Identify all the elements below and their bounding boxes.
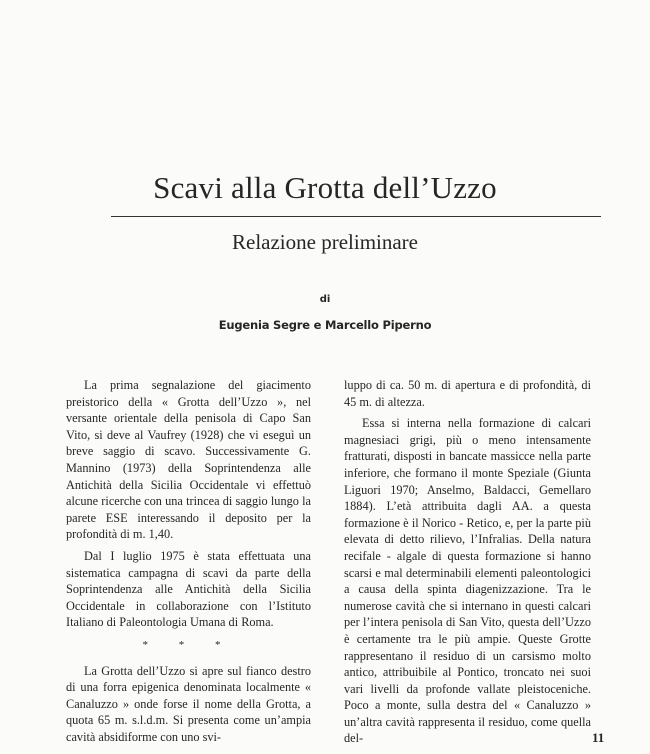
- authors: Eugenia Segre e Marcello Piperno: [218, 318, 432, 332]
- article-title: Scavi alla Grotta dell’Uzzo: [153, 170, 497, 205]
- right-paragraph-2: Essa si interna nella formazione di calcari magnesiaci grigi, più o meno intensamente fratturati, disposti in bancate massicce nella parte inferiore, che formano il monte Speziale (Giunta Liguori 1970; Anselmo, Baldacci, Gemellaro 1884). L’età attribuita dagli AA. a questa formazione è il Norico - Retico, e, per la parte più elevata di detto rilievo, l’Infralias. Della natura recifale - algale di questa formazione si hanno scarsi e mal determinabili elementi paleontologici a causa della spinta diagenizzazione. Tra le numerose cavità che si internano in questi calcari per l’intera penisola di San Vito, questa dell’Uzzo è certamente tra le più ampie. Queste Grotte rappresentano il residuo di un carsismo molto antico, attribuibile al Pontico, troncato nei suoi vari livelli da profonde vallate pleistoceniche. Poco a monte, sulla destra del « Canaluzzo » un’altra cavità rappresenta il residuo, come quella del-: [344, 416, 591, 746]
- byline-di: di: [319, 294, 331, 305]
- right-paragraph-1: luppo di ca. 50 m. di apertura e di profondità, di 45 m. di altezza.: [344, 378, 591, 409]
- left-paragraph-2: Dal I luglio 1975 è stata effettuata una sistematica campagna di scavi da parte della Soprintendenza alle Antichità della Sicilia Occidentale in collaborazione con l’Istituto Italiano di Paleontologia Umana di Roma.: [66, 548, 311, 630]
- left-paragraph-1: La prima segnalazione del giacimento preistorico della « Grotta dell’Uzzo », nel versante orientale della penisola di Capo San Vito, si deve al Vaufrey (1928) che vi eseguì un breve saggio di scavo. Successivamente G. Mannino (1973) della Soprintendenza alle Antichità della Sicilia Occidentale vi effettuò alcune ricerche con una trincea di saggio lungo la parete ESE interessando il deposito per la profondità di m. 1,40.: [66, 378, 311, 542]
- page-number: 11: [592, 730, 605, 745]
- right-column: [344, 377, 591, 752]
- article-subtitle: Relazione preliminare: [232, 230, 418, 254]
- left-column: [66, 377, 311, 750]
- section-separator: * * *: [142, 638, 235, 651]
- left-paragraph-3: La Grotta dell’Uzzo si apre sul fianco destro di una forra epigenica denominata localmente « Canaluzzo » onde forse il nome della Grotta, a quota 65 m. s.l.d.m. Si presenta come un’ampia cavità absidiforme con uno svi-: [66, 663, 311, 744]
- title-divider: [111, 216, 601, 217]
